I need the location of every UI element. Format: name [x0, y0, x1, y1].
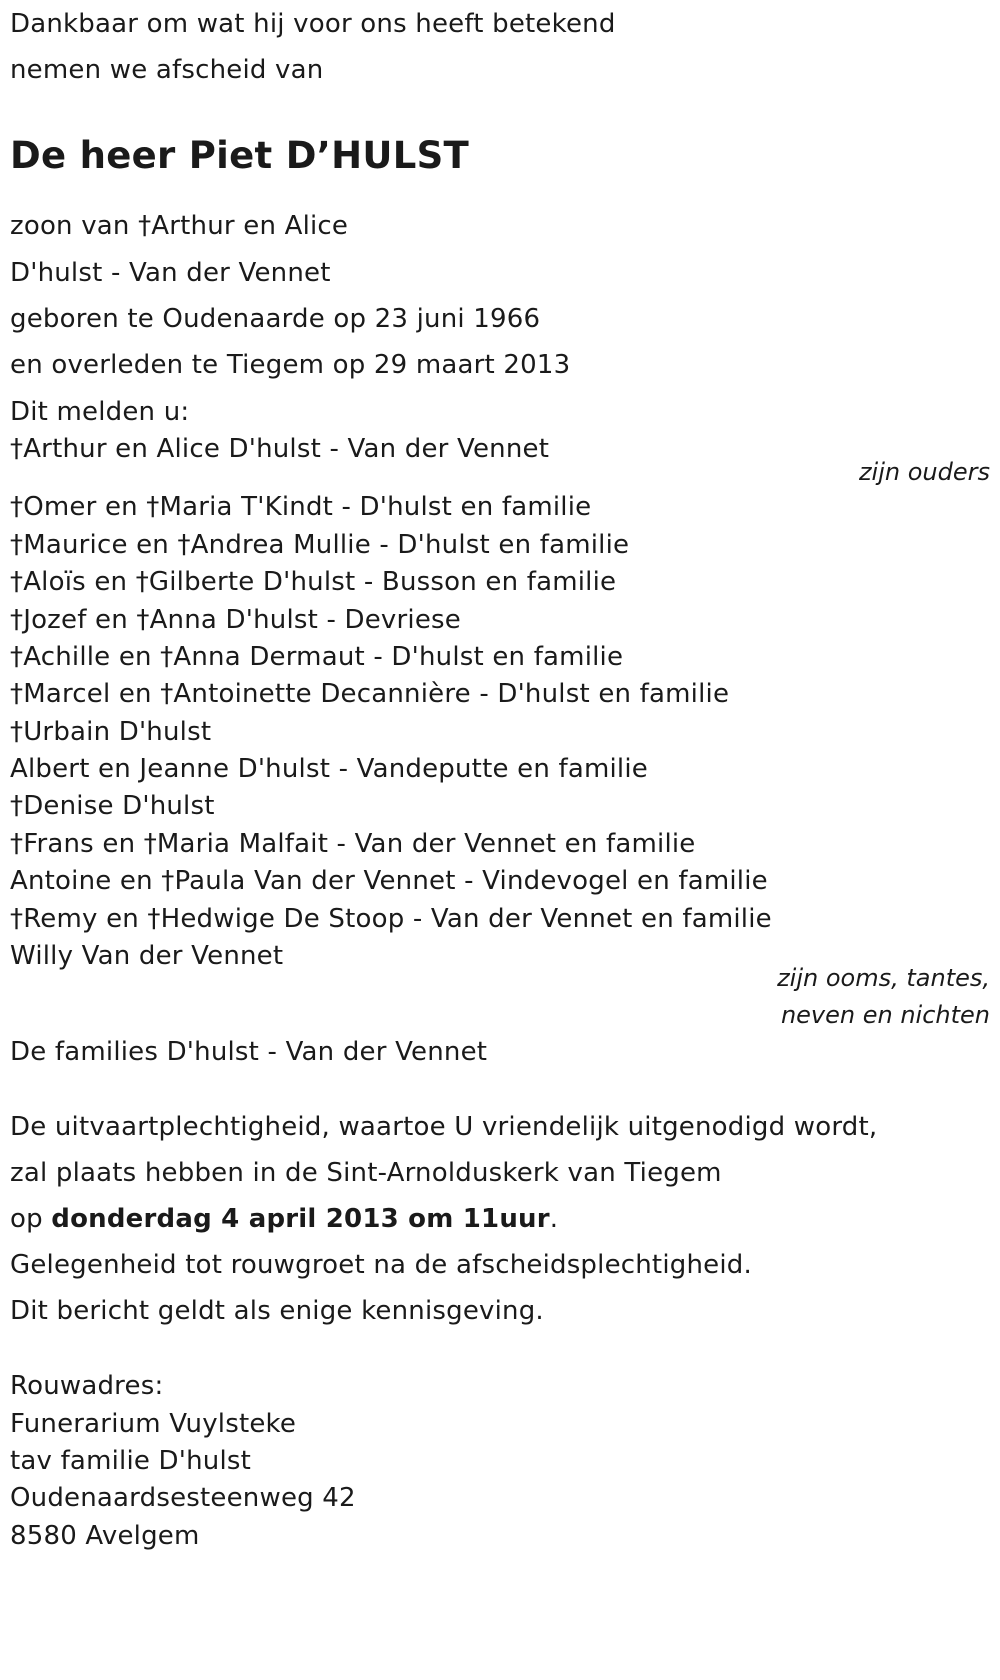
intro-line-1: Dankbaar om wat hij voor ons heeft betekend — [10, 9, 616, 39]
relative-line: †Maurice en †Andrea Mullie - D'hulst en familie — [10, 530, 630, 560]
address-line: Oudenaardsesteenweg 42 — [10, 1483, 356, 1513]
address-line: 8580 Avelgem — [10, 1521, 200, 1551]
relative-line: †Marcel en †Antoinette Decannière - D'hulst en familie — [10, 679, 730, 709]
relative-line: †Aloïs en †Gilberte D'hulst - Busson en familie — [10, 567, 617, 597]
ceremony-line-1: De uitvaartplechtigheid, waartoe U vriendelijk uitgenodigd wordt, — [10, 1112, 878, 1142]
relative-line: †Omer en †Maria T'Kindt - D'hulst en familie — [10, 492, 592, 522]
ceremony-line-5: Dit bericht geldt als enige kennisgeving. — [10, 1296, 544, 1326]
address-line: Funerarium Vuylsteke — [10, 1409, 297, 1439]
ceremony-line-2: zal plaats hebben in de Sint-Arnolduskerk van Tiegem — [10, 1158, 722, 1188]
detail-line: D'hulst - Van der Vennet — [10, 258, 331, 288]
detail-line: geboren te Oudenaarde op 23 juni 1966 — [10, 304, 541, 334]
relatives-relation-line-1: zijn ooms, tantes, — [777, 964, 990, 992]
relative-line: †Frans en †Maria Malfait - Van der Vennet en familie — [10, 829, 696, 859]
parents-relation: zijn ouders — [858, 458, 990, 486]
relative-line: †Denise D'hulst — [10, 791, 215, 821]
detail-line: zoon van †Arthur en Alice — [10, 211, 349, 241]
ceremony-date-prefix: op — [10, 1204, 52, 1234]
address-heading: Rouwadres: — [10, 1371, 164, 1401]
relative-line: Albert en Jeanne D'hulst - Vandeputte en familie — [10, 754, 648, 784]
intro-line-2: nemen we afscheid van — [10, 55, 324, 85]
detail-line: en overleden te Tiegem op 29 maart 2013 — [10, 350, 571, 380]
relative-line: †Achille en †Anna Dermaut - D'hulst en familie — [10, 642, 624, 672]
announced-by: Dit melden u: — [10, 397, 190, 427]
address-line: tav familie D'hulst — [10, 1446, 252, 1476]
ceremony-date-suffix: . — [549, 1204, 559, 1234]
relative-line: †Jozef en †Anna D'hulst - Devriese — [10, 605, 461, 635]
relative-line: Willy Van der Vennet — [10, 941, 284, 971]
relative-line: †Urbain D'hulst — [10, 717, 212, 747]
deceased-name: De heer Piet D’HULST — [10, 134, 470, 177]
parents-names: †Arthur en Alice D'hulst - Van der Vennet — [10, 434, 550, 464]
ceremony-date-line — [10, 1203, 558, 1235]
families-line: De families D'hulst - Van der Vennet — [10, 1037, 488, 1067]
ceremony-date: donderdag 4 april 2013 om 11uur — [51, 1204, 550, 1234]
relative-line: Antoine en †Paula Van der Vennet - Vindevogel en familie — [10, 866, 768, 896]
ceremony-line-4: Gelegenheid tot rouwgroet na de afscheidsplechtigheid. — [10, 1250, 752, 1280]
relative-line: †Remy en †Hedwige De Stoop - Van der Vennet en familie — [10, 904, 772, 934]
relatives-relation-line-2: neven en nichten — [780, 1001, 990, 1029]
